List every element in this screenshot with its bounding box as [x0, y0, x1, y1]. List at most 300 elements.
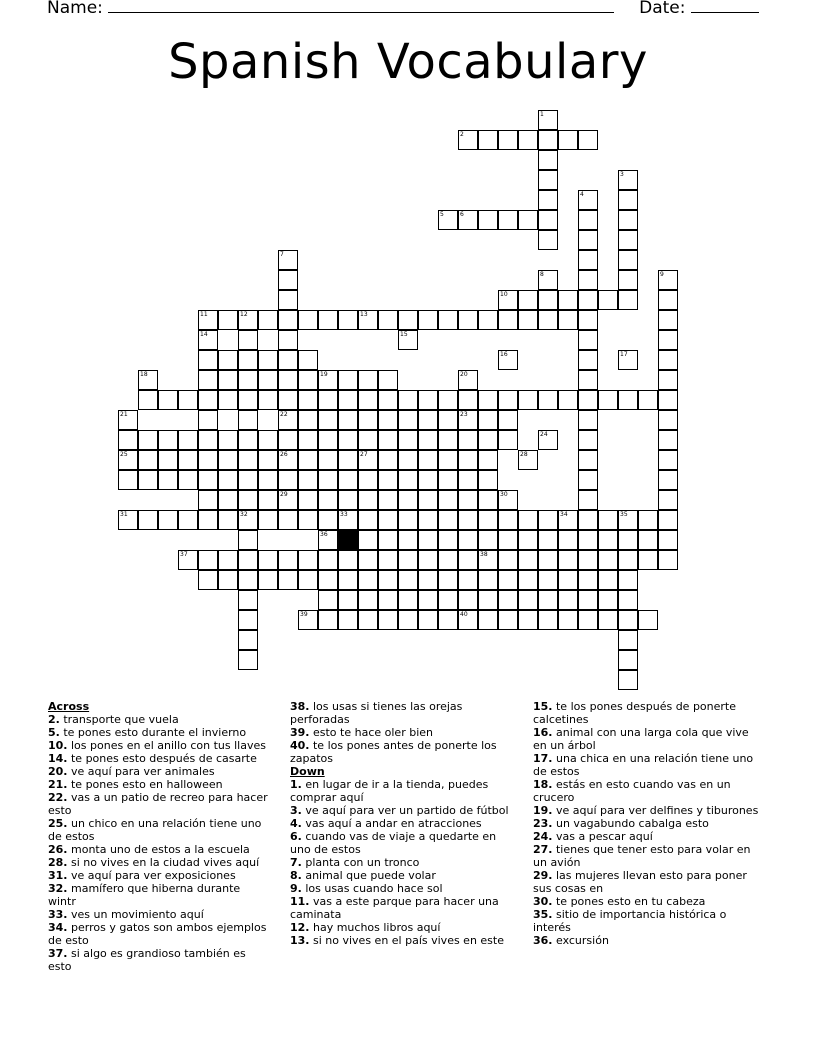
- grid-cell[interactable]: [358, 490, 378, 510]
- grid-cell[interactable]: [398, 470, 418, 490]
- grid-cell[interactable]: [258, 470, 278, 490]
- grid-cell[interactable]: [498, 390, 518, 410]
- grid-cell[interactable]: [538, 430, 558, 450]
- grid-cell[interactable]: [438, 570, 458, 590]
- grid-cell[interactable]: [478, 570, 498, 590]
- grid-cell[interactable]: [398, 610, 418, 630]
- grid-cell[interactable]: [298, 570, 318, 590]
- grid-cell[interactable]: [458, 310, 478, 330]
- grid-cell[interactable]: [478, 510, 498, 530]
- grid-cell[interactable]: [378, 510, 398, 530]
- grid-cell[interactable]: [638, 510, 658, 530]
- grid-cell[interactable]: [578, 430, 598, 450]
- grid-cell[interactable]: [618, 510, 638, 530]
- grid-cell[interactable]: [138, 510, 158, 530]
- grid-cell[interactable]: [238, 450, 258, 470]
- grid-cell[interactable]: [458, 210, 478, 230]
- grid-cell[interactable]: [498, 530, 518, 550]
- grid-cell[interactable]: [298, 370, 318, 390]
- grid-cell[interactable]: [478, 310, 498, 330]
- grid-cell[interactable]: [258, 390, 278, 410]
- grid-cell[interactable]: [438, 550, 458, 570]
- grid-cell[interactable]: [498, 550, 518, 570]
- grid-cell[interactable]: [478, 530, 498, 550]
- grid-cell[interactable]: [658, 550, 678, 570]
- grid-cell[interactable]: [418, 550, 438, 570]
- grid-cell[interactable]: [238, 570, 258, 590]
- grid-cell[interactable]: [418, 450, 438, 470]
- grid-cell[interactable]: [358, 390, 378, 410]
- grid-cell[interactable]: [298, 510, 318, 530]
- grid-cell[interactable]: [518, 550, 538, 570]
- grid-cell[interactable]: [658, 330, 678, 350]
- grid-cell[interactable]: [378, 450, 398, 470]
- grid-cell[interactable]: [458, 610, 478, 630]
- grid-cell[interactable]: [538, 590, 558, 610]
- grid-cell[interactable]: [298, 450, 318, 470]
- grid-cell[interactable]: [518, 310, 538, 330]
- grid-cell[interactable]: [638, 530, 658, 550]
- grid-cell[interactable]: [318, 490, 338, 510]
- grid-cell[interactable]: [638, 610, 658, 630]
- grid-cell[interactable]: [218, 350, 238, 370]
- grid-cell[interactable]: [578, 610, 598, 630]
- grid-cell[interactable]: [318, 470, 338, 490]
- grid-cell[interactable]: [198, 390, 218, 410]
- grid-cell[interactable]: [618, 230, 638, 250]
- grid-cell[interactable]: [478, 550, 498, 570]
- grid-cell[interactable]: [518, 390, 538, 410]
- grid-cell[interactable]: [338, 410, 358, 430]
- grid-cell[interactable]: [578, 330, 598, 350]
- grid-cell[interactable]: [378, 410, 398, 430]
- grid-cell[interactable]: [618, 650, 638, 670]
- grid-cell[interactable]: [578, 210, 598, 230]
- grid-cell[interactable]: [378, 470, 398, 490]
- grid-cell[interactable]: [218, 450, 238, 470]
- grid-cell[interactable]: [518, 530, 538, 550]
- grid-cell[interactable]: [538, 130, 558, 150]
- grid-cell[interactable]: [658, 410, 678, 430]
- grid-cell[interactable]: [318, 610, 338, 630]
- grid-cell[interactable]: [138, 450, 158, 470]
- grid-cell[interactable]: [238, 530, 258, 550]
- grid-cell[interactable]: [178, 430, 198, 450]
- grid-cell[interactable]: [198, 310, 218, 330]
- grid-cell[interactable]: [598, 530, 618, 550]
- grid-cell[interactable]: [618, 590, 638, 610]
- grid-cell[interactable]: [418, 570, 438, 590]
- grid-cell[interactable]: [138, 430, 158, 450]
- grid-cell[interactable]: [398, 510, 418, 530]
- grid-cell[interactable]: [238, 390, 258, 410]
- grid-cell[interactable]: [598, 590, 618, 610]
- grid-cell[interactable]: [558, 550, 578, 570]
- grid-cell[interactable]: [538, 110, 558, 130]
- grid-cell[interactable]: [538, 210, 558, 230]
- grid-cell[interactable]: [198, 350, 218, 370]
- grid-cell[interactable]: [118, 470, 138, 490]
- grid-cell[interactable]: [178, 470, 198, 490]
- grid-cell[interactable]: [538, 610, 558, 630]
- grid-cell[interactable]: [278, 450, 298, 470]
- grid-cell[interactable]: [518, 290, 538, 310]
- grid-cell[interactable]: [318, 570, 338, 590]
- grid-cell[interactable]: [198, 450, 218, 470]
- grid-cell[interactable]: [558, 130, 578, 150]
- grid-cell[interactable]: [278, 330, 298, 350]
- grid-cell[interactable]: [218, 490, 238, 510]
- grid-cell[interactable]: [358, 430, 378, 450]
- grid-cell[interactable]: [498, 350, 518, 370]
- grid-cell[interactable]: [238, 610, 258, 630]
- grid-cell[interactable]: [398, 490, 418, 510]
- grid-cell[interactable]: [278, 410, 298, 430]
- grid-cell[interactable]: [398, 310, 418, 330]
- grid-cell[interactable]: [258, 450, 278, 470]
- grid-cell[interactable]: [258, 570, 278, 590]
- grid-cell[interactable]: [378, 430, 398, 450]
- grid-cell[interactable]: [158, 450, 178, 470]
- grid-cell[interactable]: [578, 590, 598, 610]
- grid-cell[interactable]: [198, 470, 218, 490]
- grid-cell[interactable]: [438, 410, 458, 430]
- grid-cell[interactable]: [338, 550, 358, 570]
- grid-cell[interactable]: [618, 270, 638, 290]
- grid-cell[interactable]: [438, 310, 458, 330]
- grid-cell[interactable]: [138, 470, 158, 490]
- grid-cell[interactable]: [498, 290, 518, 310]
- grid-cell[interactable]: [338, 310, 358, 330]
- grid-cell[interactable]: [558, 570, 578, 590]
- grid-cell[interactable]: [578, 530, 598, 550]
- grid-cell[interactable]: [258, 430, 278, 450]
- grid-cell[interactable]: [278, 570, 298, 590]
- grid-cell[interactable]: [358, 510, 378, 530]
- grid-cell[interactable]: [378, 390, 398, 410]
- grid-cell[interactable]: [458, 550, 478, 570]
- grid-cell[interactable]: [198, 570, 218, 590]
- grid-cell[interactable]: [458, 410, 478, 430]
- grid-cell[interactable]: [278, 490, 298, 510]
- grid-cell[interactable]: [138, 370, 158, 390]
- grid-cell[interactable]: [218, 510, 238, 530]
- grid-cell[interactable]: [478, 390, 498, 410]
- grid-cell[interactable]: [298, 410, 318, 430]
- grid-cell[interactable]: [498, 510, 518, 530]
- grid-cell[interactable]: [358, 410, 378, 430]
- grid-cell[interactable]: [198, 550, 218, 570]
- grid-cell[interactable]: [618, 550, 638, 570]
- grid-cell[interactable]: [538, 570, 558, 590]
- grid-cell[interactable]: [258, 550, 278, 570]
- grid-cell[interactable]: [418, 610, 438, 630]
- grid-cell[interactable]: [418, 390, 438, 410]
- grid-cell[interactable]: [518, 130, 538, 150]
- grid-cell[interactable]: [518, 450, 538, 470]
- grid-cell[interactable]: [618, 290, 638, 310]
- grid-cell[interactable]: [478, 410, 498, 430]
- grid-cell[interactable]: [578, 490, 598, 510]
- grid-cell[interactable]: [478, 490, 498, 510]
- grid-cell[interactable]: [318, 370, 338, 390]
- grid-cell[interactable]: [278, 390, 298, 410]
- grid-cell[interactable]: [398, 450, 418, 470]
- grid-cell[interactable]: [298, 430, 318, 450]
- grid-cell[interactable]: [218, 390, 238, 410]
- grid-cell[interactable]: [478, 450, 498, 470]
- grid-cell[interactable]: [498, 410, 518, 430]
- grid-cell[interactable]: [558, 590, 578, 610]
- grid-cell[interactable]: [278, 470, 298, 490]
- grid-cell[interactable]: [618, 530, 638, 550]
- grid-cell[interactable]: [338, 390, 358, 410]
- grid-cell[interactable]: [398, 430, 418, 450]
- grid-cell[interactable]: [598, 510, 618, 530]
- grid-cell[interactable]: [558, 610, 578, 630]
- grid-cell[interactable]: [298, 390, 318, 410]
- grid-cell[interactable]: [298, 350, 318, 370]
- grid-cell[interactable]: [438, 590, 458, 610]
- grid-cell[interactable]: [618, 350, 638, 370]
- grid-cell[interactable]: [658, 470, 678, 490]
- grid-cell[interactable]: [298, 470, 318, 490]
- grid-cell[interactable]: [578, 310, 598, 330]
- grid-cell[interactable]: [238, 630, 258, 650]
- grid-cell[interactable]: [298, 310, 318, 330]
- grid-cell[interactable]: [438, 210, 458, 230]
- grid-cell[interactable]: [478, 590, 498, 610]
- grid-cell[interactable]: [658, 370, 678, 390]
- grid-cell[interactable]: [238, 350, 258, 370]
- grid-cell[interactable]: [518, 570, 538, 590]
- grid-cell[interactable]: [658, 430, 678, 450]
- grid-cell[interactable]: [498, 570, 518, 590]
- grid-cell[interactable]: [498, 210, 518, 230]
- grid-cell[interactable]: [318, 450, 338, 470]
- grid-cell[interactable]: [318, 530, 338, 550]
- grid-cell[interactable]: [178, 510, 198, 530]
- grid-cell[interactable]: [238, 370, 258, 390]
- grid-cell[interactable]: [478, 210, 498, 230]
- grid-cell[interactable]: [198, 490, 218, 510]
- grid-cell[interactable]: [118, 410, 138, 430]
- grid-cell[interactable]: [658, 290, 678, 310]
- grid-cell[interactable]: [558, 510, 578, 530]
- grid-cell[interactable]: [238, 550, 258, 570]
- grid-cell[interactable]: [458, 590, 478, 610]
- grid-cell[interactable]: [538, 170, 558, 190]
- grid-cell[interactable]: [618, 190, 638, 210]
- grid-cell[interactable]: [458, 530, 478, 550]
- grid-cell[interactable]: [458, 570, 478, 590]
- grid-cell[interactable]: [358, 610, 378, 630]
- grid-cell[interactable]: [398, 570, 418, 590]
- grid-cell[interactable]: [278, 350, 298, 370]
- grid-cell[interactable]: [278, 550, 298, 570]
- grid-cell[interactable]: [238, 650, 258, 670]
- grid-cell[interactable]: [218, 310, 238, 330]
- grid-cell[interactable]: [398, 330, 418, 350]
- grid-cell[interactable]: [118, 450, 138, 470]
- grid-cell[interactable]: [238, 510, 258, 530]
- grid-cell[interactable]: [438, 430, 458, 450]
- grid-cell[interactable]: [478, 610, 498, 630]
- grid-cell[interactable]: [578, 190, 598, 210]
- grid-cell[interactable]: [518, 610, 538, 630]
- grid-cell[interactable]: [338, 450, 358, 470]
- grid-cell[interactable]: [358, 370, 378, 390]
- grid-cell[interactable]: [538, 150, 558, 170]
- grid-cell[interactable]: [338, 610, 358, 630]
- grid-cell[interactable]: [458, 430, 478, 450]
- grid-cell[interactable]: [538, 310, 558, 330]
- grid-cell[interactable]: [498, 490, 518, 510]
- grid-cell[interactable]: [578, 370, 598, 390]
- grid-cell[interactable]: [358, 570, 378, 590]
- grid-cell[interactable]: [538, 290, 558, 310]
- grid-cell[interactable]: [258, 490, 278, 510]
- grid-cell[interactable]: [438, 450, 458, 470]
- grid-cell[interactable]: [258, 350, 278, 370]
- grid-cell[interactable]: [418, 410, 438, 430]
- grid-cell[interactable]: [498, 590, 518, 610]
- grid-cell[interactable]: [498, 130, 518, 150]
- grid-cell[interactable]: [338, 370, 358, 390]
- grid-cell[interactable]: [318, 430, 338, 450]
- grid-cell[interactable]: [158, 390, 178, 410]
- grid-cell[interactable]: [218, 570, 238, 590]
- grid-cell[interactable]: [578, 390, 598, 410]
- grid-cell[interactable]: [238, 330, 258, 350]
- grid-cell[interactable]: [658, 490, 678, 510]
- grid-cell[interactable]: [658, 310, 678, 330]
- grid-cell[interactable]: [258, 370, 278, 390]
- grid-cell[interactable]: [498, 610, 518, 630]
- grid-cell[interactable]: [218, 470, 238, 490]
- grid-cell[interactable]: [378, 490, 398, 510]
- grid-cell[interactable]: [378, 550, 398, 570]
- grid-cell[interactable]: [298, 610, 318, 630]
- grid-cell[interactable]: [578, 290, 598, 310]
- grid-cell[interactable]: [438, 470, 458, 490]
- grid-cell[interactable]: [358, 550, 378, 570]
- grid-cell[interactable]: [578, 410, 598, 430]
- grid-cell[interactable]: [398, 390, 418, 410]
- grid-cell[interactable]: [178, 390, 198, 410]
- grid-cell[interactable]: [498, 430, 518, 450]
- grid-cell[interactable]: [398, 590, 418, 610]
- grid-cell[interactable]: [338, 570, 358, 590]
- grid-cell[interactable]: [338, 470, 358, 490]
- grid-cell[interactable]: [538, 550, 558, 570]
- grid-cell[interactable]: [278, 310, 298, 330]
- grid-cell[interactable]: [238, 590, 258, 610]
- grid-cell[interactable]: [418, 530, 438, 550]
- grid-cell[interactable]: [578, 130, 598, 150]
- grid-cell[interactable]: [518, 590, 538, 610]
- grid-cell[interactable]: [398, 550, 418, 570]
- grid-cell[interactable]: [118, 510, 138, 530]
- grid-cell[interactable]: [578, 510, 598, 530]
- grid-cell[interactable]: [378, 590, 398, 610]
- grid-cell[interactable]: [198, 410, 218, 430]
- grid-cell[interactable]: [458, 490, 478, 510]
- grid-cell[interactable]: [218, 430, 238, 450]
- grid-cell[interactable]: [458, 510, 478, 530]
- grid-cell[interactable]: [578, 450, 598, 470]
- grid-cell[interactable]: [598, 390, 618, 410]
- grid-cell[interactable]: [338, 490, 358, 510]
- grid-cell[interactable]: [538, 510, 558, 530]
- grid-cell[interactable]: [618, 250, 638, 270]
- grid-cell[interactable]: [578, 350, 598, 370]
- grid-cell[interactable]: [598, 550, 618, 570]
- grid-cell[interactable]: [378, 310, 398, 330]
- grid-cell[interactable]: [338, 430, 358, 450]
- grid-cell[interactable]: [578, 470, 598, 490]
- grid-cell[interactable]: [438, 510, 458, 530]
- grid-cell[interactable]: [538, 230, 558, 250]
- grid-cell[interactable]: [578, 550, 598, 570]
- grid-cell[interactable]: [278, 270, 298, 290]
- grid-cell[interactable]: [438, 530, 458, 550]
- grid-cell[interactable]: [378, 370, 398, 390]
- grid-cell[interactable]: [238, 410, 258, 430]
- grid-cell[interactable]: [538, 270, 558, 290]
- grid-cell[interactable]: [618, 170, 638, 190]
- grid-cell[interactable]: [418, 470, 438, 490]
- grid-cell[interactable]: [658, 530, 678, 550]
- grid-cell[interactable]: [438, 490, 458, 510]
- grid-cell[interactable]: [578, 570, 598, 590]
- grid-cell[interactable]: [558, 310, 578, 330]
- grid-cell[interactable]: [458, 370, 478, 390]
- grid-cell[interactable]: [498, 310, 518, 330]
- grid-cell[interactable]: [558, 390, 578, 410]
- grid-cell[interactable]: [618, 630, 638, 650]
- grid-cell[interactable]: [158, 510, 178, 530]
- grid-cell[interactable]: [478, 130, 498, 150]
- grid-cell[interactable]: [198, 370, 218, 390]
- grid-cell[interactable]: [358, 590, 378, 610]
- grid-cell[interactable]: [238, 310, 258, 330]
- grid-cell[interactable]: [358, 530, 378, 550]
- grid-cell[interactable]: [458, 130, 478, 150]
- grid-cell[interactable]: [178, 450, 198, 470]
- grid-cell[interactable]: [658, 350, 678, 370]
- grid-cell[interactable]: [378, 610, 398, 630]
- grid-cell[interactable]: [138, 390, 158, 410]
- grid-cell[interactable]: [218, 550, 238, 570]
- grid-cell[interactable]: [518, 510, 538, 530]
- grid-cell[interactable]: [418, 590, 438, 610]
- grid-cell[interactable]: [278, 510, 298, 530]
- grid-cell[interactable]: [118, 430, 138, 450]
- grid-cell[interactable]: [478, 430, 498, 450]
- grid-cell[interactable]: [298, 550, 318, 570]
- grid-cell[interactable]: [658, 270, 678, 290]
- grid-cell[interactable]: [198, 430, 218, 450]
- grid-cell[interactable]: [278, 250, 298, 270]
- grid-cell[interactable]: [538, 390, 558, 410]
- grid-cell[interactable]: [318, 590, 338, 610]
- grid-cell[interactable]: [218, 370, 238, 390]
- grid-cell[interactable]: [638, 550, 658, 570]
- grid-cell[interactable]: [538, 190, 558, 210]
- grid-cell[interactable]: [618, 570, 638, 590]
- grid-cell[interactable]: [618, 670, 638, 690]
